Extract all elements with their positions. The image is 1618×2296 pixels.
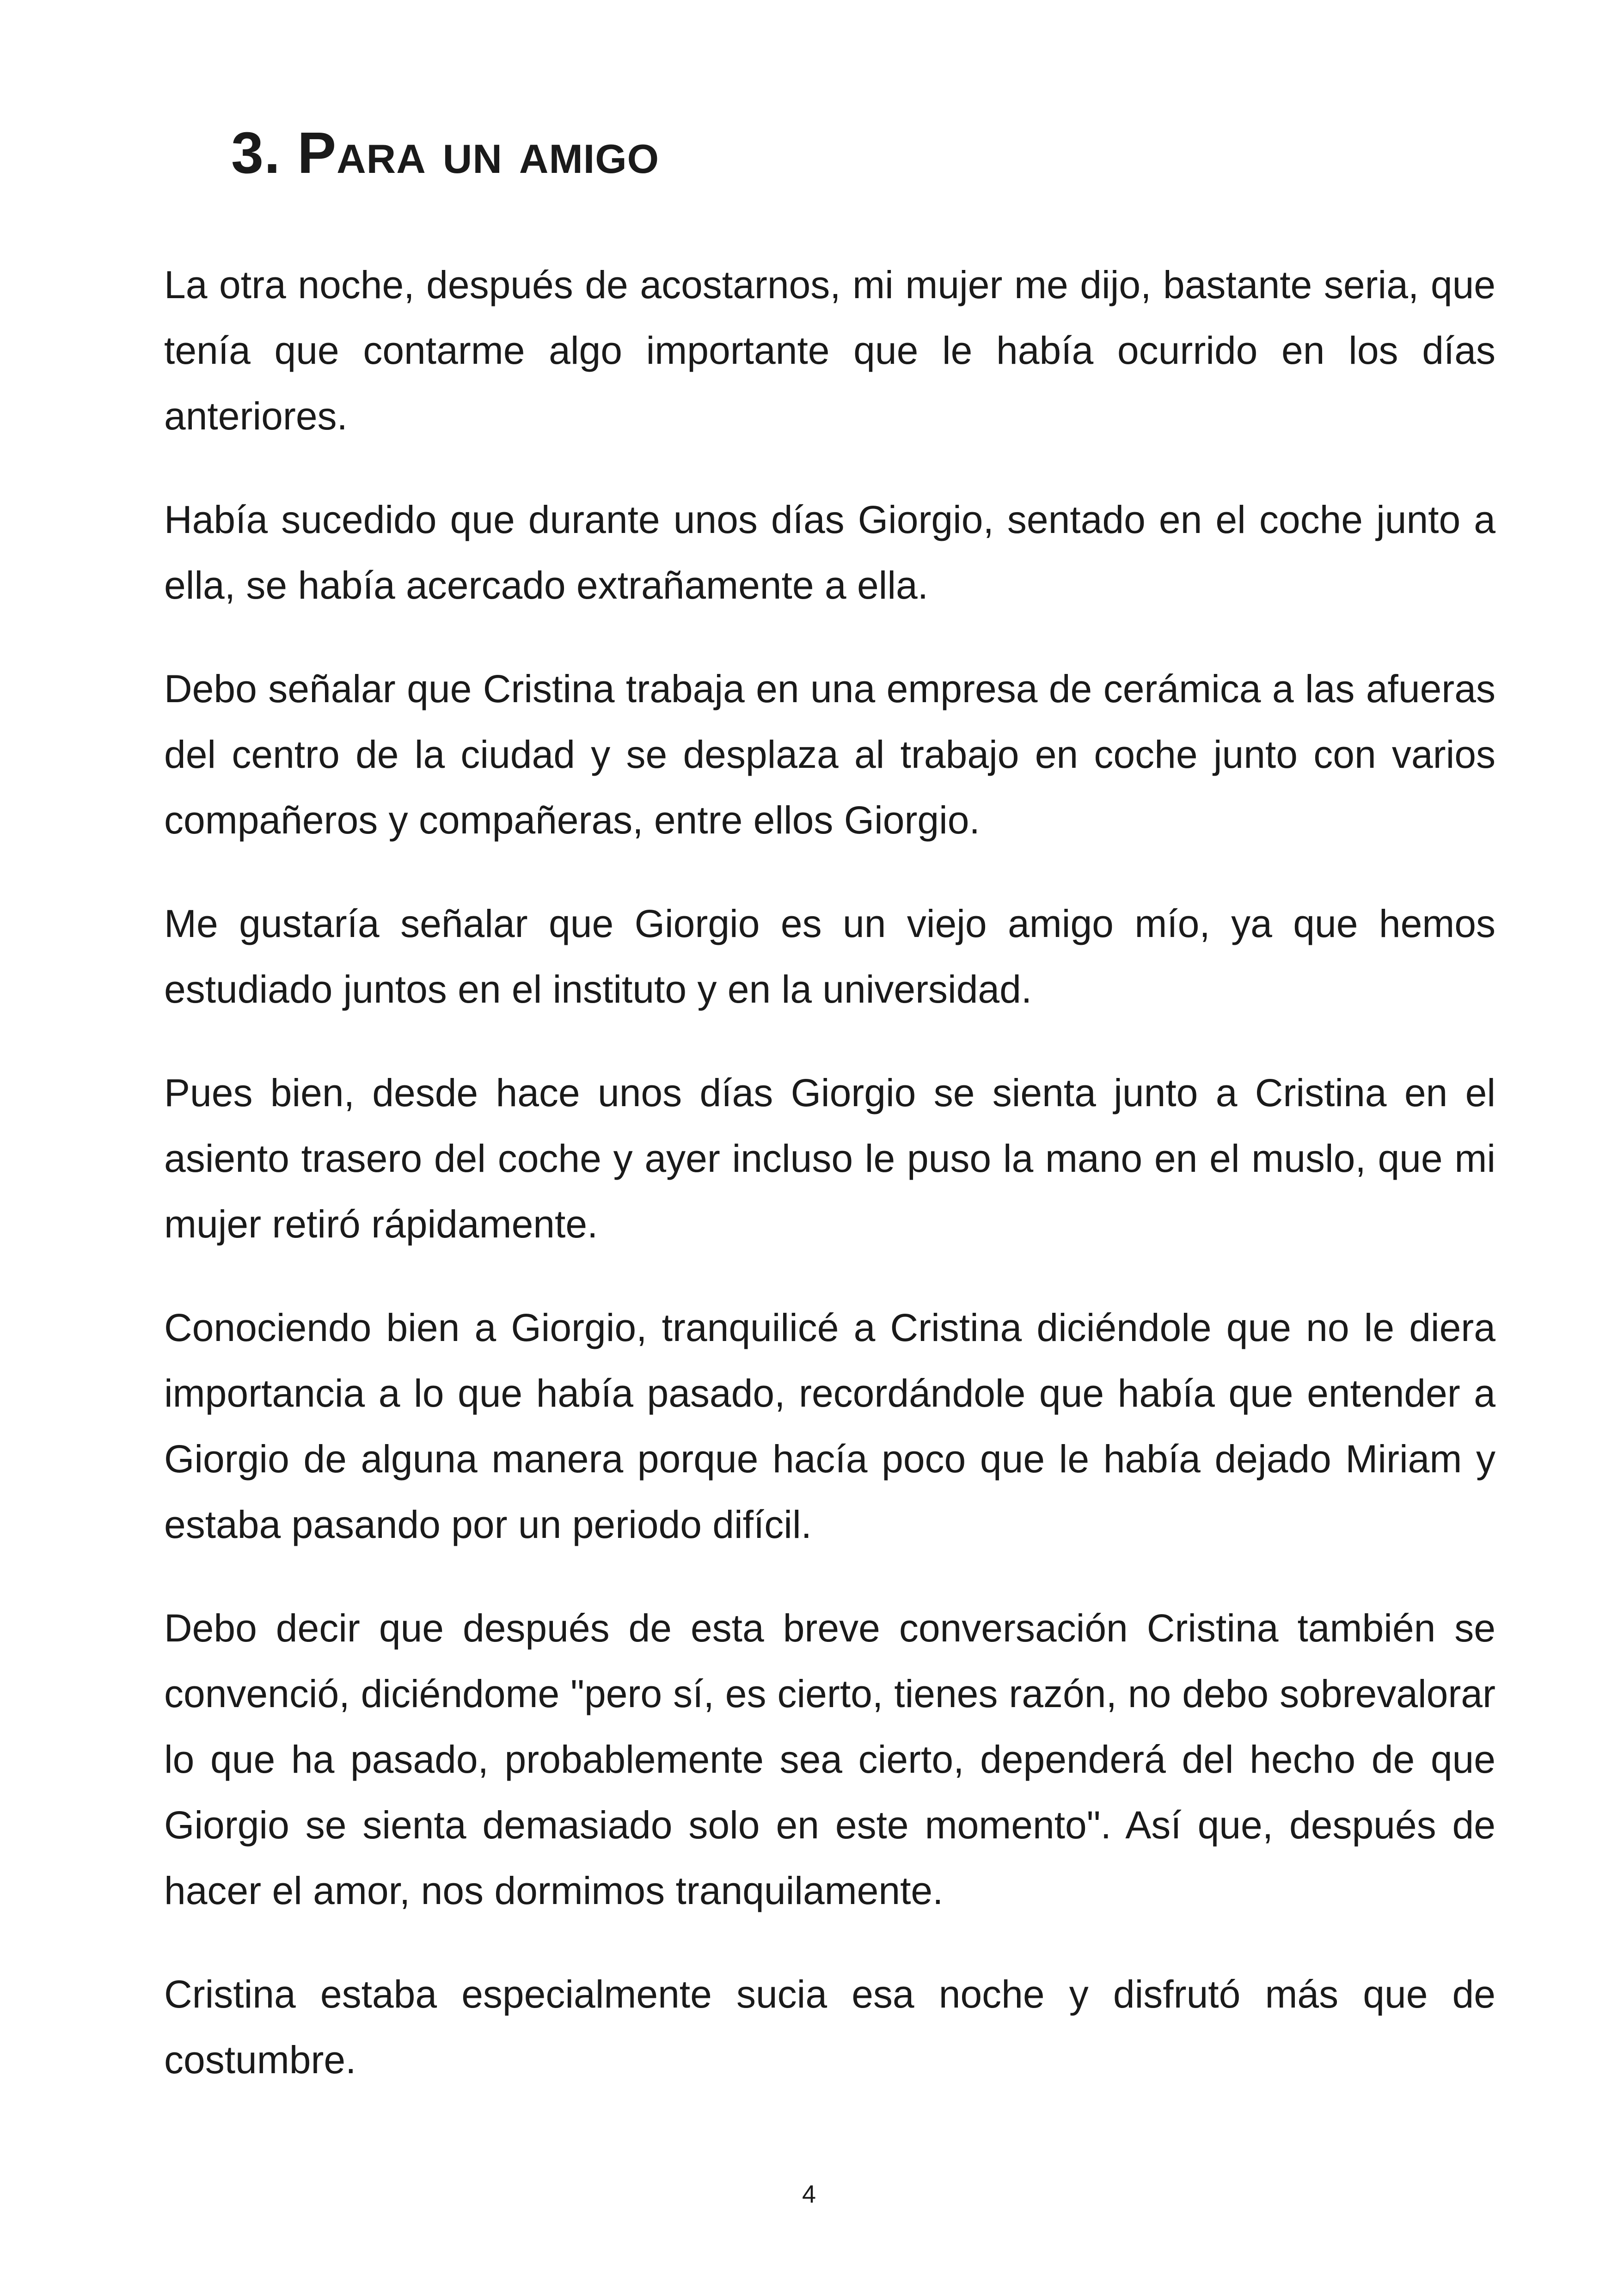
paragraph: Debo señalar que Cristina trabaja en una empresa de cerámica a las afueras del centro de la ciudad y se desplaza al trabajo en coche junto con varios compañeros y compañeras, entre ellos Giorgio. bbox=[164, 667, 1495, 842]
chapter-title: 3. Para un amigo bbox=[231, 120, 660, 185]
paragraph: Cristina estaba especialmente sucia esa noche y disfrutó más que de costumbre. bbox=[164, 1972, 1495, 2082]
paragraph: Me gustaría señalar que Giorgio es un viejo amigo mío, ya que hemos estudiado juntos en el instituto y en la universidad. bbox=[164, 902, 1495, 1011]
paragraph: Debo decir que después de esta breve conversación Cristina también se convenció, diciéndome "pero sí, es cierto, tienes razón, no debo sobrevalorar lo que ha pasado, probablemente sea cierto, dependerá del hecho de que Giorgio se sienta demasiado solo en este momento". Así que, después de hacer el amor, nos dormimos tranquilamente. bbox=[164, 1606, 1495, 1912]
page-number: 4 bbox=[802, 2180, 816, 2208]
body-text bbox=[164, 252, 1495, 2131]
paragraph: Conociendo bien a Giorgio, tranquilicé a Cristina diciéndole que no le diera importancia a lo que había pasado, recordándole que había que entender a Giorgio de alguna manera porque hacía poco que le había dejado Miriam y estaba pasando por un periodo difícil. bbox=[164, 1306, 1495, 1546]
paragraph: La otra noche, después de acostarnos, mi mujer me dijo, bastante seria, que tenía que contarme algo importante que le había ocurrido en los días anteriores. bbox=[164, 263, 1495, 438]
paragraph: Pues bien, desde hace unos días Giorgio se sienta junto a Cristina en el asiento trasero del coche y ayer incluso le puso la mano en el muslo, que mi mujer retiró rápidamente. bbox=[164, 1071, 1495, 1246]
paragraph: Había sucedido que durante unos días Giorgio, sentado en el coche junto a ella, se había acercado extrañamente a ella. bbox=[164, 498, 1495, 607]
